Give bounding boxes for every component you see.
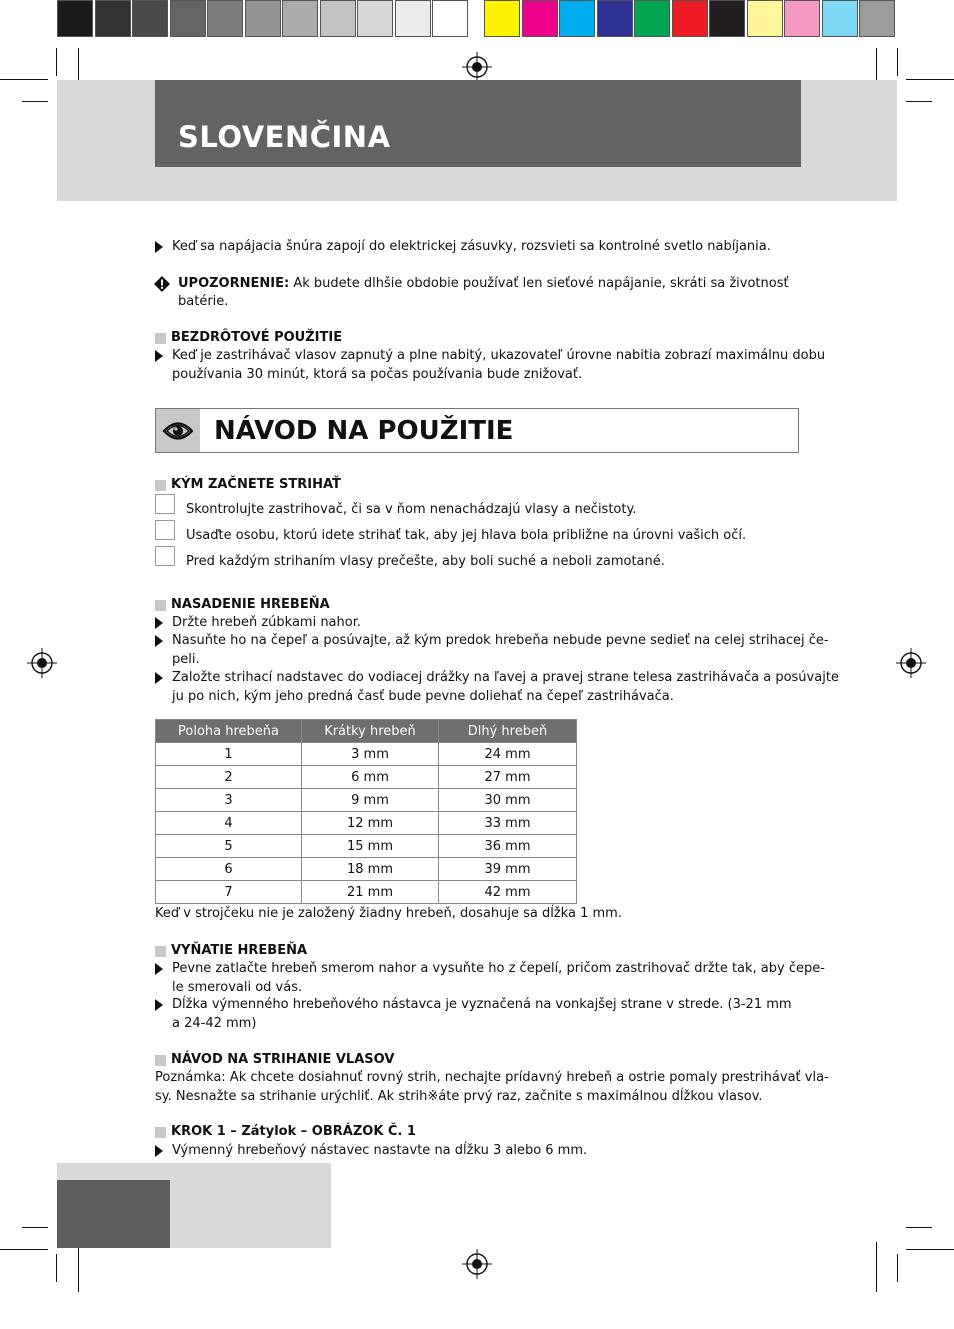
color-swatch	[559, 0, 595, 37]
section-icon-box	[156, 409, 200, 452]
table-cell: 4	[156, 812, 302, 835]
remove-comb-bullet-1-line-2: le smerovali od vás.	[172, 980, 303, 995]
section-square-icon	[155, 333, 166, 344]
table-row	[156, 881, 577, 904]
arrow-bullet-icon	[155, 999, 163, 1011]
color-swatch	[432, 0, 468, 37]
color-swatch	[170, 0, 206, 37]
eye-icon	[162, 418, 194, 444]
remove-comb-bullet-2-line-2: a 24-42 mm)	[172, 1016, 257, 1031]
color-swatch	[597, 0, 633, 37]
warning-line-2: batérie.	[178, 294, 229, 309]
crop-mark	[0, 79, 48, 80]
section-square-icon	[155, 946, 166, 957]
crop-mark	[906, 79, 954, 80]
checkbox[interactable]	[155, 494, 175, 514]
table-note: Keď v strojčeku nie je založený žiadny hrebeň, dosahuje sa dĺžka 1 mm.	[155, 906, 622, 921]
comb-length-table	[155, 719, 577, 904]
column-header: Krátky hrebeň	[302, 720, 439, 743]
table-row	[156, 858, 577, 881]
registration-mark-icon	[462, 1249, 492, 1279]
table-cell: 27 mm	[439, 766, 577, 789]
warning-line-1: Ak budete dlhšie obdobie používať len sieťové napájanie, skráti sa životnosť	[289, 276, 789, 291]
section-square-icon	[155, 480, 166, 491]
attach-comb-bullet-3-line-1: Založte strihací nadstavec do vodiacej drážky na ľavej a pravej strane telesa zastrihávača a posúvajte	[172, 670, 839, 685]
table-cell: 36 mm	[439, 835, 577, 858]
color-swatch	[95, 0, 131, 37]
table-cell: 33 mm	[439, 812, 577, 835]
checklist-item-2: Usaďte osobu, ktorú idete strihať tak, aby jej hlava bola približne na úrovni vašich očí.	[186, 528, 747, 543]
section-square-icon	[155, 1055, 166, 1066]
crop-mark	[22, 101, 48, 102]
warning-label: UPOZORNENIE:	[178, 276, 290, 291]
crop-mark	[906, 101, 932, 102]
table-cell: 1	[156, 743, 302, 766]
registration-mark-icon	[462, 52, 492, 82]
section-title-box	[155, 408, 799, 453]
table-cell: 6	[156, 858, 302, 881]
color-swatch	[672, 0, 708, 37]
color-swatch	[634, 0, 670, 37]
arrow-bullet-icon	[155, 672, 163, 684]
table-row	[156, 812, 577, 835]
remove-comb-heading: VYŇATIE HREBEŇA	[171, 943, 308, 958]
crop-mark	[897, 48, 898, 76]
crop-mark	[906, 1249, 954, 1250]
table-cell: 9 mm	[302, 789, 439, 812]
table-row	[156, 766, 577, 789]
step1-heading: KROK 1 – Zátylok – OBRÁZOK Č. 1	[171, 1124, 416, 1139]
table-row	[156, 835, 577, 858]
page-title: SLOVENČINA	[178, 120, 391, 154]
arrow-bullet-icon	[155, 963, 163, 975]
color-swatch	[207, 0, 243, 37]
checklist-item-3: Pred každým strihaním vlasy prečešte, aby boli suché a neboli zamotané.	[186, 554, 665, 569]
cordless-heading: BEZDRÔTOVÉ POUŽITIE	[171, 330, 343, 345]
remove-comb-bullet-1-line-1: Pevne zatlačte hrebeň smerom nahor a vysuňte ho z čepelí, pričom zastrihovač držte tak, aby čepe-	[172, 961, 825, 976]
column-header: Dlhý hrebeň	[439, 720, 577, 743]
table-cell: 3 mm	[302, 743, 439, 766]
attach-comb-bullet-3-line-2: ju po nich, kým jeho predná časť bude pevne doliehať na čepeľ zastrihávača.	[172, 689, 674, 704]
table-cell: 30 mm	[439, 789, 577, 812]
color-swatch	[132, 0, 168, 37]
color-swatch	[859, 0, 895, 37]
warning-text	[178, 275, 789, 294]
table-cell: 12 mm	[302, 812, 439, 835]
haircut-note-line-1: Poznámka: Ak chcete dosiahnuť rovný strih, nechajte prídavný hrebeň a ostrie pomaly prestrihávať vla-	[155, 1070, 829, 1085]
table-cell: 6 mm	[302, 766, 439, 789]
section-square-icon	[155, 600, 166, 611]
color-swatch	[709, 0, 745, 37]
remove-comb-bullet-2-line-1: Dĺžka výmenného hrebeňového nástavca je vyznačená na vonkajšej strane v strede. (3-21 mm	[172, 997, 792, 1012]
table-cell: 3	[156, 789, 302, 812]
color-swatch	[320, 0, 356, 37]
cordless-line-2: používania 30 minút, ktorá sa počas používania bude znižovať.	[172, 367, 583, 382]
checkbox[interactable]	[155, 520, 175, 540]
color-swatch	[822, 0, 858, 37]
arrow-bullet-icon	[155, 350, 163, 362]
color-swatch	[522, 0, 558, 37]
checklist-item-1: Skontrolujte zastrihovač, či sa v ňom nenachádzajú vlasy a nečistoty.	[186, 502, 637, 517]
crop-mark	[906, 1227, 932, 1228]
attach-comb-bullet-1: Držte hrebeň zúbkami nahor.	[172, 615, 361, 630]
haircut-heading: NÁVOD NA STRIHANIE VLASOV	[171, 1052, 395, 1067]
registration-mark-icon	[896, 648, 926, 678]
haircut-note-line-2: sy. Nesnažte sa strihanie urýchliť. Ak strih※áte prvý raz, začnite s maximálnou dĺžkou vlasov.	[155, 1089, 763, 1104]
crop-mark	[22, 1227, 48, 1228]
color-swatch	[245, 0, 281, 37]
before-cut-heading: KÝM ZAČNETE STRIHAŤ	[171, 477, 341, 492]
crop-mark	[876, 1242, 877, 1292]
section-title: NÁVOD NA POUŽITIE	[214, 416, 514, 446]
arrow-bullet-icon	[155, 617, 163, 629]
table-cell: 39 mm	[439, 858, 577, 881]
color-swatch	[57, 0, 93, 37]
column-header: Poloha hrebeňa	[156, 720, 302, 743]
crop-mark	[78, 1242, 79, 1292]
attach-comb-heading: NASADENIE HREBEŇA	[171, 597, 330, 612]
footer-dark-block	[57, 1180, 170, 1248]
table-cell: 15 mm	[302, 835, 439, 858]
step1-bullet-1: Výmenný hrebeňový nástavec nastavte na dĺžku 3 alebo 6 mm.	[172, 1143, 588, 1158]
color-swatch	[747, 0, 783, 37]
table-header-row	[156, 720, 577, 743]
table-cell: 5	[156, 835, 302, 858]
intro-bullet-text: Keď sa napájacia šnúra zapojí do elektrickej zásuvky, rozsvieti sa kontrolné svetlo nabíjania.	[172, 239, 771, 254]
crop-mark	[897, 1254, 898, 1282]
table-cell: 7	[156, 881, 302, 904]
table-row	[156, 789, 577, 812]
warning-diamond-icon	[154, 276, 170, 292]
arrow-bullet-icon	[155, 635, 163, 647]
table-cell: 42 mm	[439, 881, 577, 904]
color-swatch	[282, 0, 318, 37]
crop-mark	[0, 1249, 48, 1250]
table-cell: 18 mm	[302, 858, 439, 881]
registration-mark-icon	[27, 648, 57, 678]
crop-mark	[56, 1254, 57, 1282]
cordless-line-1: Keď je zastrihávač vlasov zapnutý a plne nabitý, ukazovateľ úrovne nabitia zobrazí maximálnu dobu	[172, 348, 826, 363]
section-square-icon	[155, 1127, 166, 1138]
color-calibration-bar	[57, 0, 897, 38]
attach-comb-bullet-2-line-1: Nasuňte ho na čepeľ a posúvajte, až kým predok hrebeňa nebude pevne sedieť na celej strihacej če-	[172, 633, 829, 648]
color-swatch	[357, 0, 393, 37]
table-cell: 21 mm	[302, 881, 439, 904]
color-swatch	[395, 0, 431, 37]
table-cell: 24 mm	[439, 743, 577, 766]
crop-mark	[56, 48, 57, 76]
table-row	[156, 743, 577, 766]
arrow-bullet-icon	[155, 1145, 163, 1157]
arrow-bullet-icon	[155, 241, 163, 253]
color-swatch	[484, 0, 520, 37]
attach-comb-bullet-2-line-2: peli.	[172, 652, 200, 667]
color-swatch	[784, 0, 820, 37]
checkbox[interactable]	[155, 546, 175, 566]
table-cell: 2	[156, 766, 302, 789]
